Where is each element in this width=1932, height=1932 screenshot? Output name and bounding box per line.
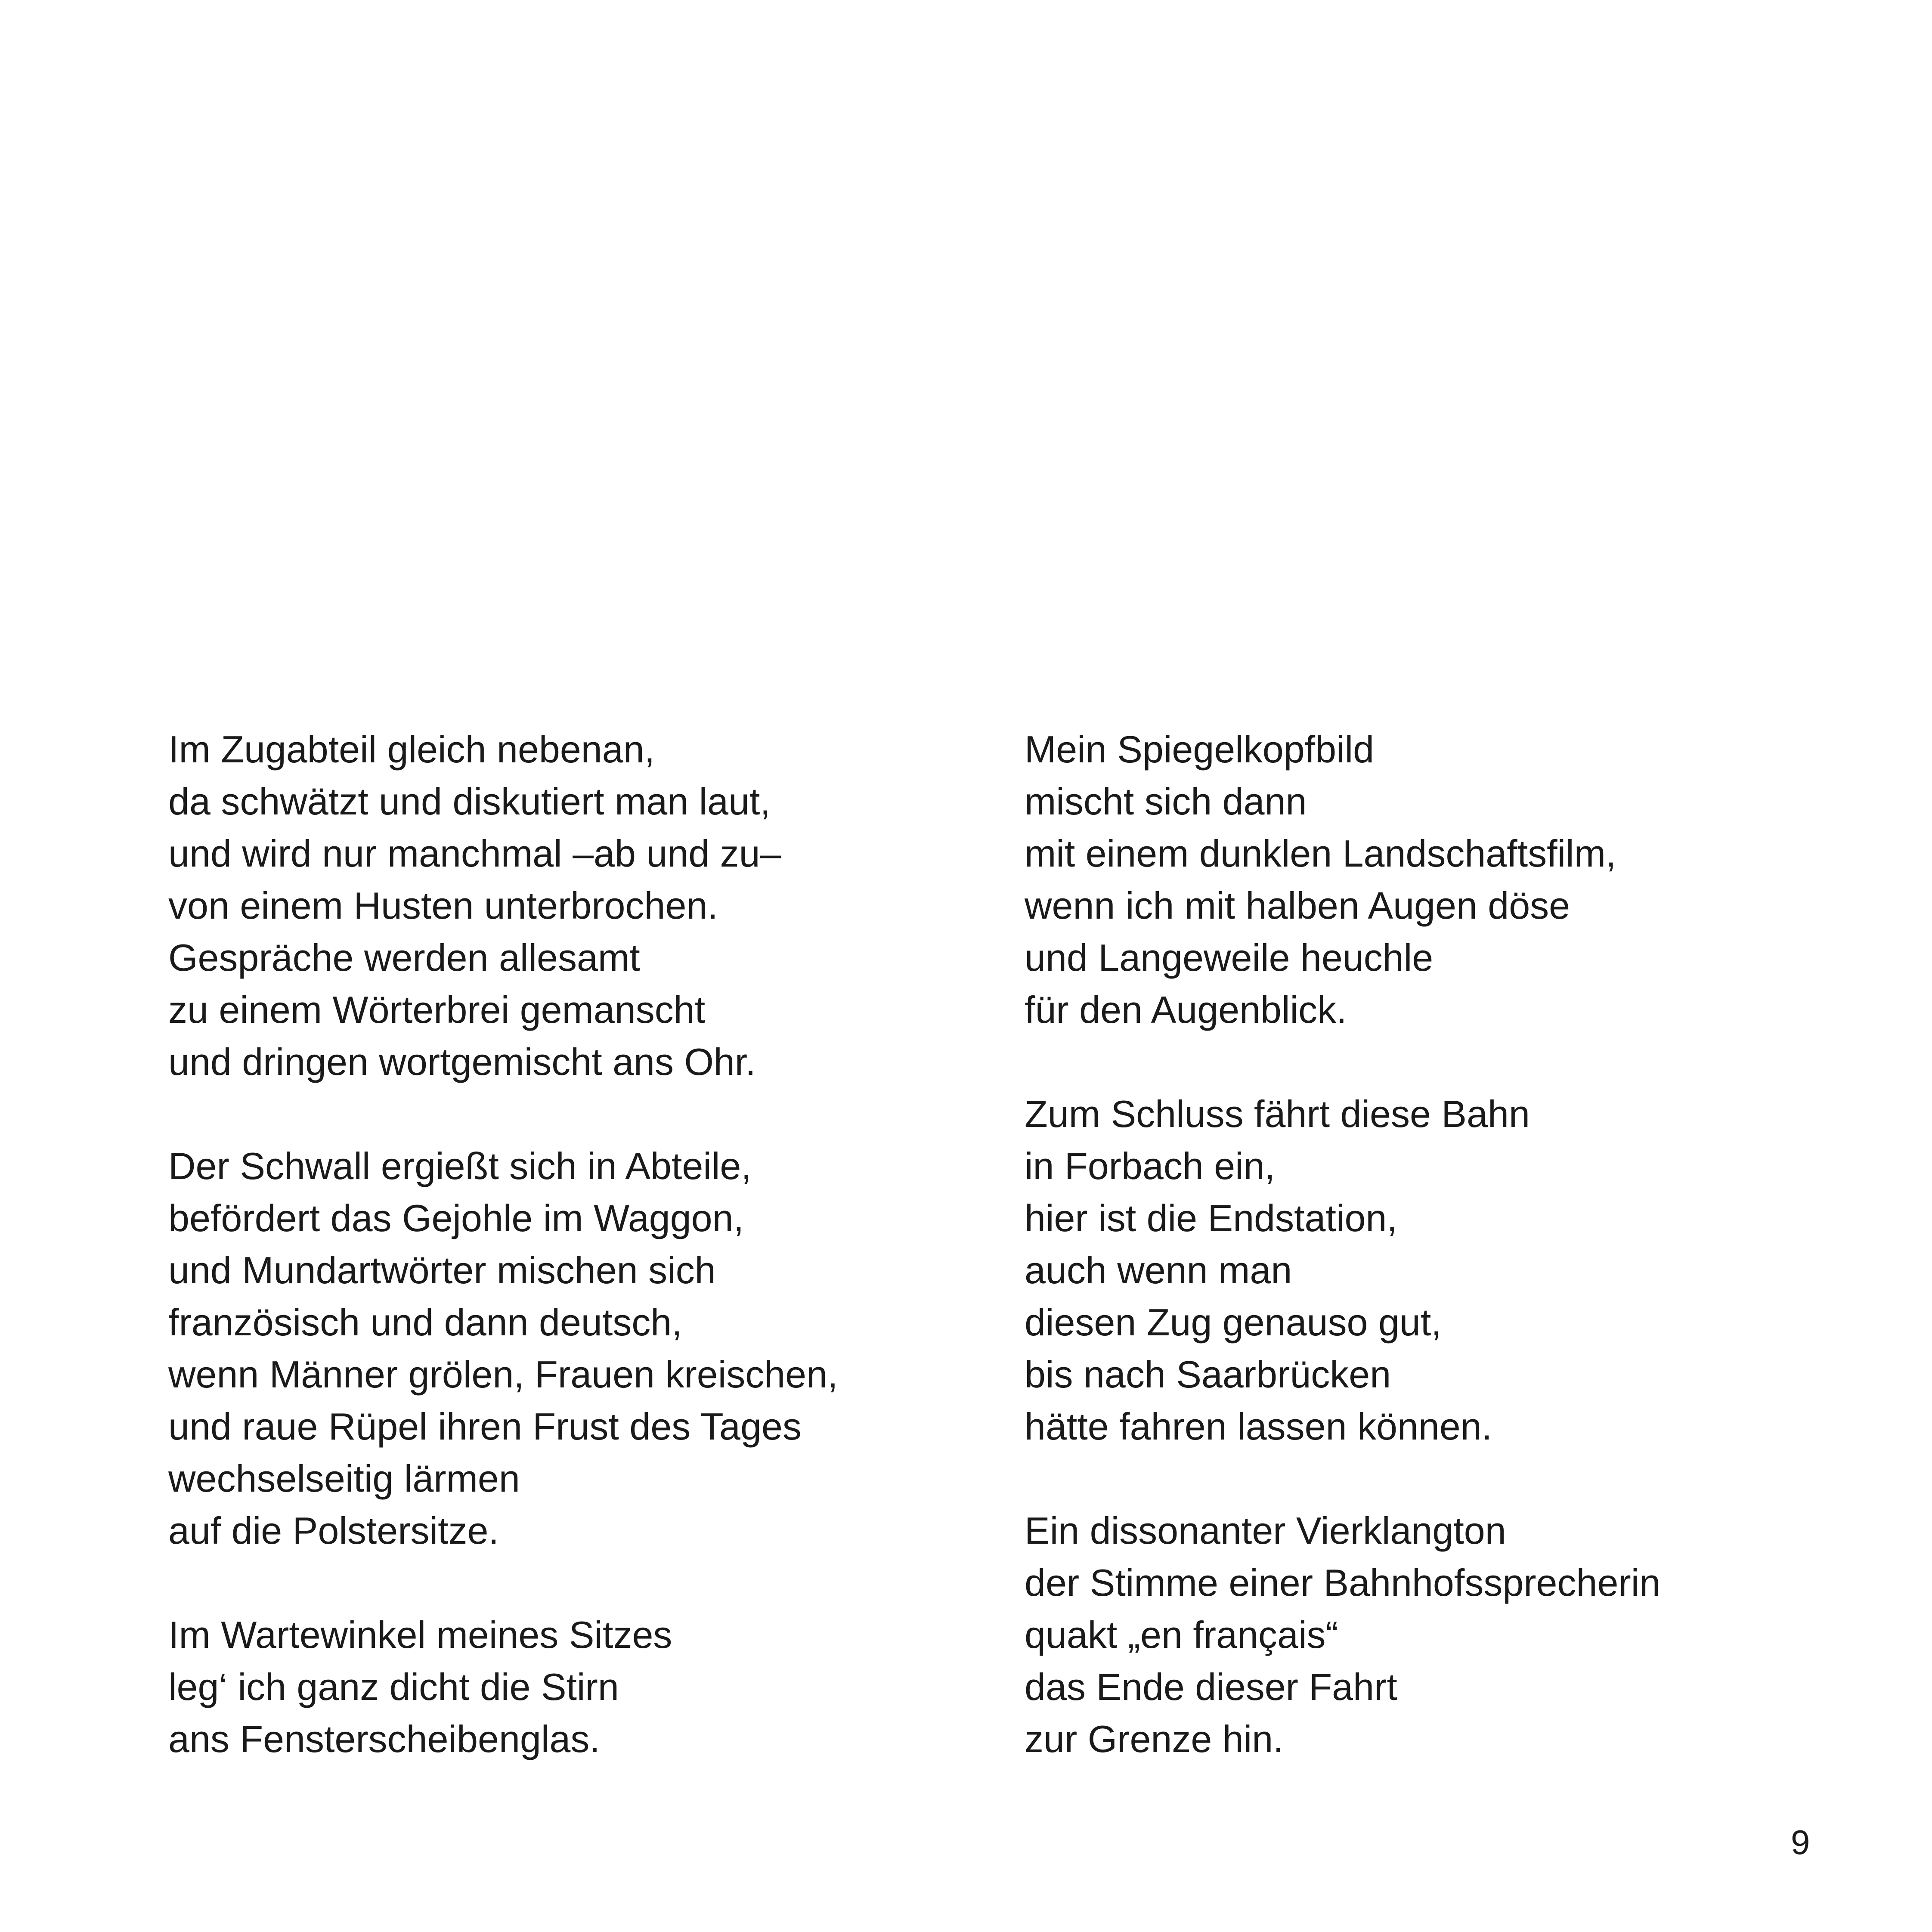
poem-line: zu einem Wörterbrei gemanscht <box>168 988 706 1031</box>
poem-line: wenn ich mit halben Augen döse <box>1025 884 1570 927</box>
poem-left-column <box>168 723 838 1765</box>
poem-line: mit einem dunklen Landschaftsfilm, <box>1025 832 1616 875</box>
poem-line: und raue Rüpel ihren Frust des Tages <box>168 1405 802 1448</box>
poem-line: zur Grenze hin. <box>1025 1718 1284 1760</box>
stanza <box>168 723 838 1088</box>
poem-right-column <box>1025 723 1660 1765</box>
poem-line: wenn Männer grölen, Frauen kreischen, <box>168 1353 838 1396</box>
poem-line: Mein Spiegelkopfbild <box>1025 728 1375 771</box>
poem-line: Ein dissonanter Vierklangton <box>1025 1509 1506 1552</box>
stanza <box>1025 1505 1660 1765</box>
poem-line: auch wenn man <box>1025 1249 1292 1291</box>
poem-line: leg‘ ich ganz dicht die Stirn <box>168 1666 619 1708</box>
poem-line: ans Fensterscheibenglas. <box>168 1718 600 1760</box>
poem-line: da schwätzt und diskutiert man laut, <box>168 780 771 823</box>
poem-line: und dringen wortgemischt ans Ohr. <box>168 1040 756 1083</box>
stanza <box>1025 1088 1660 1452</box>
poem-line: für den Augenblick. <box>1025 988 1347 1031</box>
poem-line: hätte fahren lassen können. <box>1025 1405 1492 1448</box>
stanza <box>1025 723 1660 1036</box>
poem-line: hier ist die Endstation, <box>1025 1197 1397 1239</box>
page-number: 9 <box>1791 1823 1810 1861</box>
poem-line: das Ende dieser Fahrt <box>1025 1666 1397 1708</box>
poem-line: bis nach Saarbrücken <box>1025 1353 1391 1396</box>
poem-line: Zum Schluss fährt diese Bahn <box>1025 1093 1530 1135</box>
poem-line: Gespräche werden allesamt <box>168 936 640 979</box>
poem-line: und Langeweile heuchle <box>1025 936 1434 979</box>
poem-line: Im Wartewinkel meines Sitzes <box>168 1613 672 1656</box>
poem-line: in Forbach ein, <box>1025 1145 1276 1187</box>
poem-line: Der Schwall ergießt sich in Abteile, <box>168 1145 752 1187</box>
poem-line: und wird nur manchmal –ab und zu– <box>168 832 781 875</box>
stanza <box>168 1140 838 1557</box>
poem-line: Im Zugabteil gleich nebenan, <box>168 728 655 771</box>
poem-line: der Stimme einer Bahnhofssprecherin <box>1025 1561 1661 1604</box>
poem-line: von einem Husten unterbrochen. <box>168 884 718 927</box>
poem-line: auf die Polstersitze. <box>168 1509 499 1552</box>
poem-line: französisch und dann deutsch, <box>168 1301 682 1344</box>
poem-line: quakt „en français“ <box>1025 1613 1338 1656</box>
poem-line: wechselseitig lärmen <box>168 1457 520 1500</box>
poem-line: befördert das Gejohle im Waggon, <box>168 1197 744 1239</box>
poem-line: diesen Zug genauso gut, <box>1025 1301 1442 1344</box>
stanza <box>168 1609 838 1765</box>
poem-line: mischt sich dann <box>1025 780 1307 823</box>
poem-line: und Mundartwörter mischen sich <box>168 1249 716 1291</box>
